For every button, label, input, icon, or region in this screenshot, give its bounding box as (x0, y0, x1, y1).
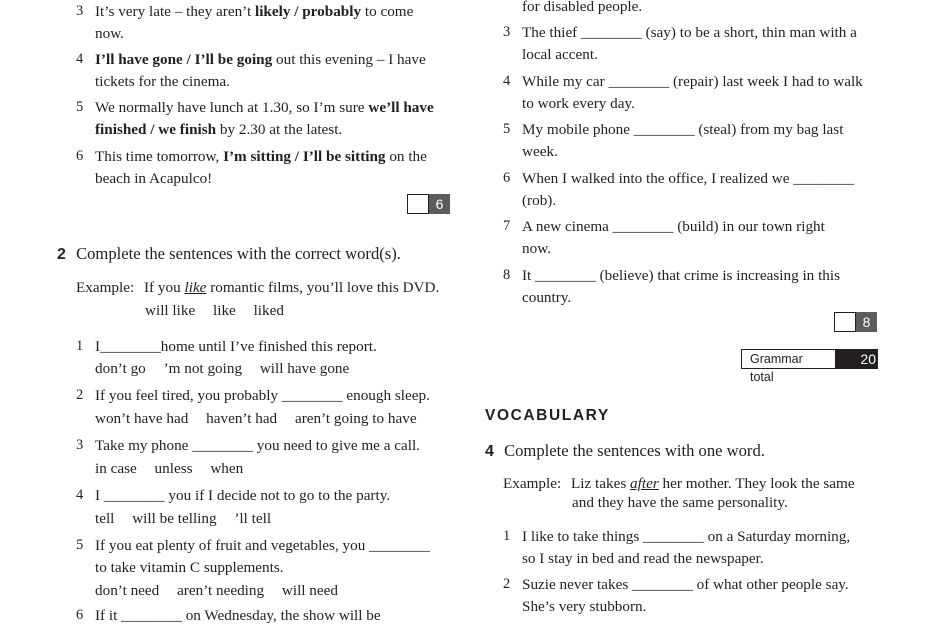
item-text: week. (522, 143, 558, 160)
option[interactable]: won’t have had (95, 410, 189, 427)
item-text: While my car ________ (repair) last week I had to walk (522, 73, 863, 90)
item-sentence: If you eat plenty of fruit and vegetables, you ________ (95, 537, 430, 554)
score-box-section-3 (834, 312, 877, 332)
item-text: so I stay in bed and read the newspaper. (522, 550, 764, 567)
grammar-total-value: 20 (836, 349, 878, 369)
score-box-section-1 (407, 194, 450, 214)
option[interactable]: aren’t needing (177, 582, 265, 599)
item-text: finished / we finish by 2.30 at the latest. (95, 121, 343, 138)
option[interactable]: don’t go (95, 360, 146, 377)
option[interactable]: unless (154, 460, 193, 477)
item-text: We normally have lunch at 1.30, so I’m sure we’ll have (95, 99, 434, 116)
item-text: now. (522, 240, 551, 257)
item-number: 1 (503, 528, 511, 544)
item-text: My mobile phone ________ (steal) from my bag last (522, 121, 844, 138)
item-text: A new cinema ________ (build) in our town right (522, 218, 825, 235)
item-number: 6 (503, 170, 511, 186)
item-number: 3 (503, 24, 511, 40)
example-line (76, 279, 439, 296)
item-options (95, 360, 363, 377)
item-number: 6 (76, 148, 84, 164)
example-answer: after (630, 475, 659, 492)
item-text: The thief ________ (say) to be a short, thin man with a (522, 24, 857, 41)
option[interactable]: like (213, 302, 236, 319)
example-label: Example: (503, 475, 562, 492)
option[interactable]: ’ll tell (234, 510, 272, 527)
item-number: 5 (503, 121, 511, 137)
item-number: 2 (76, 387, 84, 403)
item-number: 5 (76, 99, 84, 115)
example-pre: Liz takes (571, 475, 631, 492)
section-instruction: Complete the sentences with one word. (504, 441, 765, 460)
item-text: now. (95, 25, 124, 42)
item-options (95, 460, 257, 477)
example-options (145, 302, 298, 319)
item-number: 4 (503, 73, 511, 89)
score-max: 6 (429, 194, 450, 214)
item-number: 7 (503, 218, 511, 234)
option[interactable]: will need (281, 582, 338, 599)
item-number: 3 (76, 3, 84, 19)
item-text: It ________ (believe) that crime is increasing in this (522, 267, 841, 284)
item-text: I like to take things ________ on a Saturday morning, (522, 528, 851, 545)
item-options (95, 410, 431, 427)
item-number: 3 (76, 437, 84, 453)
score-input-box[interactable] (834, 312, 856, 332)
example-line-2: and they have the same personality. (572, 494, 788, 511)
item-text: It’s very late – they aren’t likely / probably to come (95, 3, 414, 20)
option[interactable]: aren’t going to have (294, 410, 417, 427)
item-options (95, 582, 352, 599)
score-input-box[interactable] (407, 194, 429, 214)
item-text: This time tomorrow, I’m sitting / I’ll be sitting on the (95, 148, 427, 165)
section-2-heading (57, 244, 401, 265)
item-text: country. (522, 289, 572, 306)
option[interactable]: will have gone (259, 360, 350, 377)
option[interactable]: tell (95, 510, 115, 527)
item-text: beach in Acapulco! (95, 170, 213, 187)
item-text: to work every day. (522, 95, 635, 112)
item-sentence: I ________ you if I decide not to go to the party. (95, 487, 391, 504)
item-sentence: If you feel tired, you probably ________ enough sleep. (95, 387, 430, 404)
item-text: tickets for the cinema. (95, 73, 230, 90)
item-number: 5 (76, 537, 84, 553)
item-number: 4 (76, 51, 84, 67)
option[interactable]: liked (253, 302, 284, 319)
item-number: 1 (76, 338, 84, 354)
example-line (503, 475, 855, 492)
example-post: romantic films, you’ll love this DVD. (206, 279, 440, 296)
option[interactable]: will be telling (132, 510, 217, 527)
prev-item-tail: for disabled people. (522, 0, 643, 15)
section-instruction: Complete the sentences with the correct word(s). (76, 244, 401, 263)
option[interactable]: ’m not going (163, 360, 243, 377)
section-number: 4 (485, 443, 494, 460)
vocabulary-heading: VOCABULARY (485, 407, 610, 424)
option[interactable]: when (210, 460, 244, 477)
option[interactable]: don’t need (95, 582, 160, 599)
item-text: She’s very stubborn. (522, 598, 647, 615)
example-label: Example: (76, 279, 135, 296)
example-answer: like (184, 279, 207, 296)
score-max: 8 (856, 312, 877, 332)
item-options (95, 510, 285, 527)
section-number: 2 (57, 246, 66, 263)
example-post: her mother. They look the same (658, 475, 855, 492)
option[interactable]: will like (145, 302, 196, 319)
item-number: 8 (503, 267, 511, 283)
item-sentence: to take vitamin C supplements. (95, 559, 284, 576)
grammar-total-box (741, 349, 878, 384)
item-sentence: Take my phone ________ you need to give me a call. (95, 437, 420, 454)
item-text: Suzie never takes ________ of what other people say. (522, 576, 849, 593)
item-text: local accent. (522, 46, 598, 63)
item-text: When I walked into the office, I realized we ________ (522, 170, 855, 187)
item-text: I’ll have gone / I’ll be going out this evening – I have (95, 51, 426, 68)
example-pre: If you (144, 279, 185, 296)
option[interactable]: haven’t had (206, 410, 278, 427)
item-number: 2 (503, 576, 511, 592)
item-text: (rob). (522, 192, 557, 209)
item-sentence: If it ________ on Wednesday, the show will be (95, 607, 381, 624)
grammar-total-label: Grammar total (741, 349, 836, 369)
option[interactable]: in case (95, 460, 137, 477)
section-4-heading (485, 441, 765, 462)
item-number: 6 (76, 607, 84, 623)
item-number: 4 (76, 487, 84, 503)
item-sentence: I________home until I’ve finished this report. (95, 338, 377, 355)
